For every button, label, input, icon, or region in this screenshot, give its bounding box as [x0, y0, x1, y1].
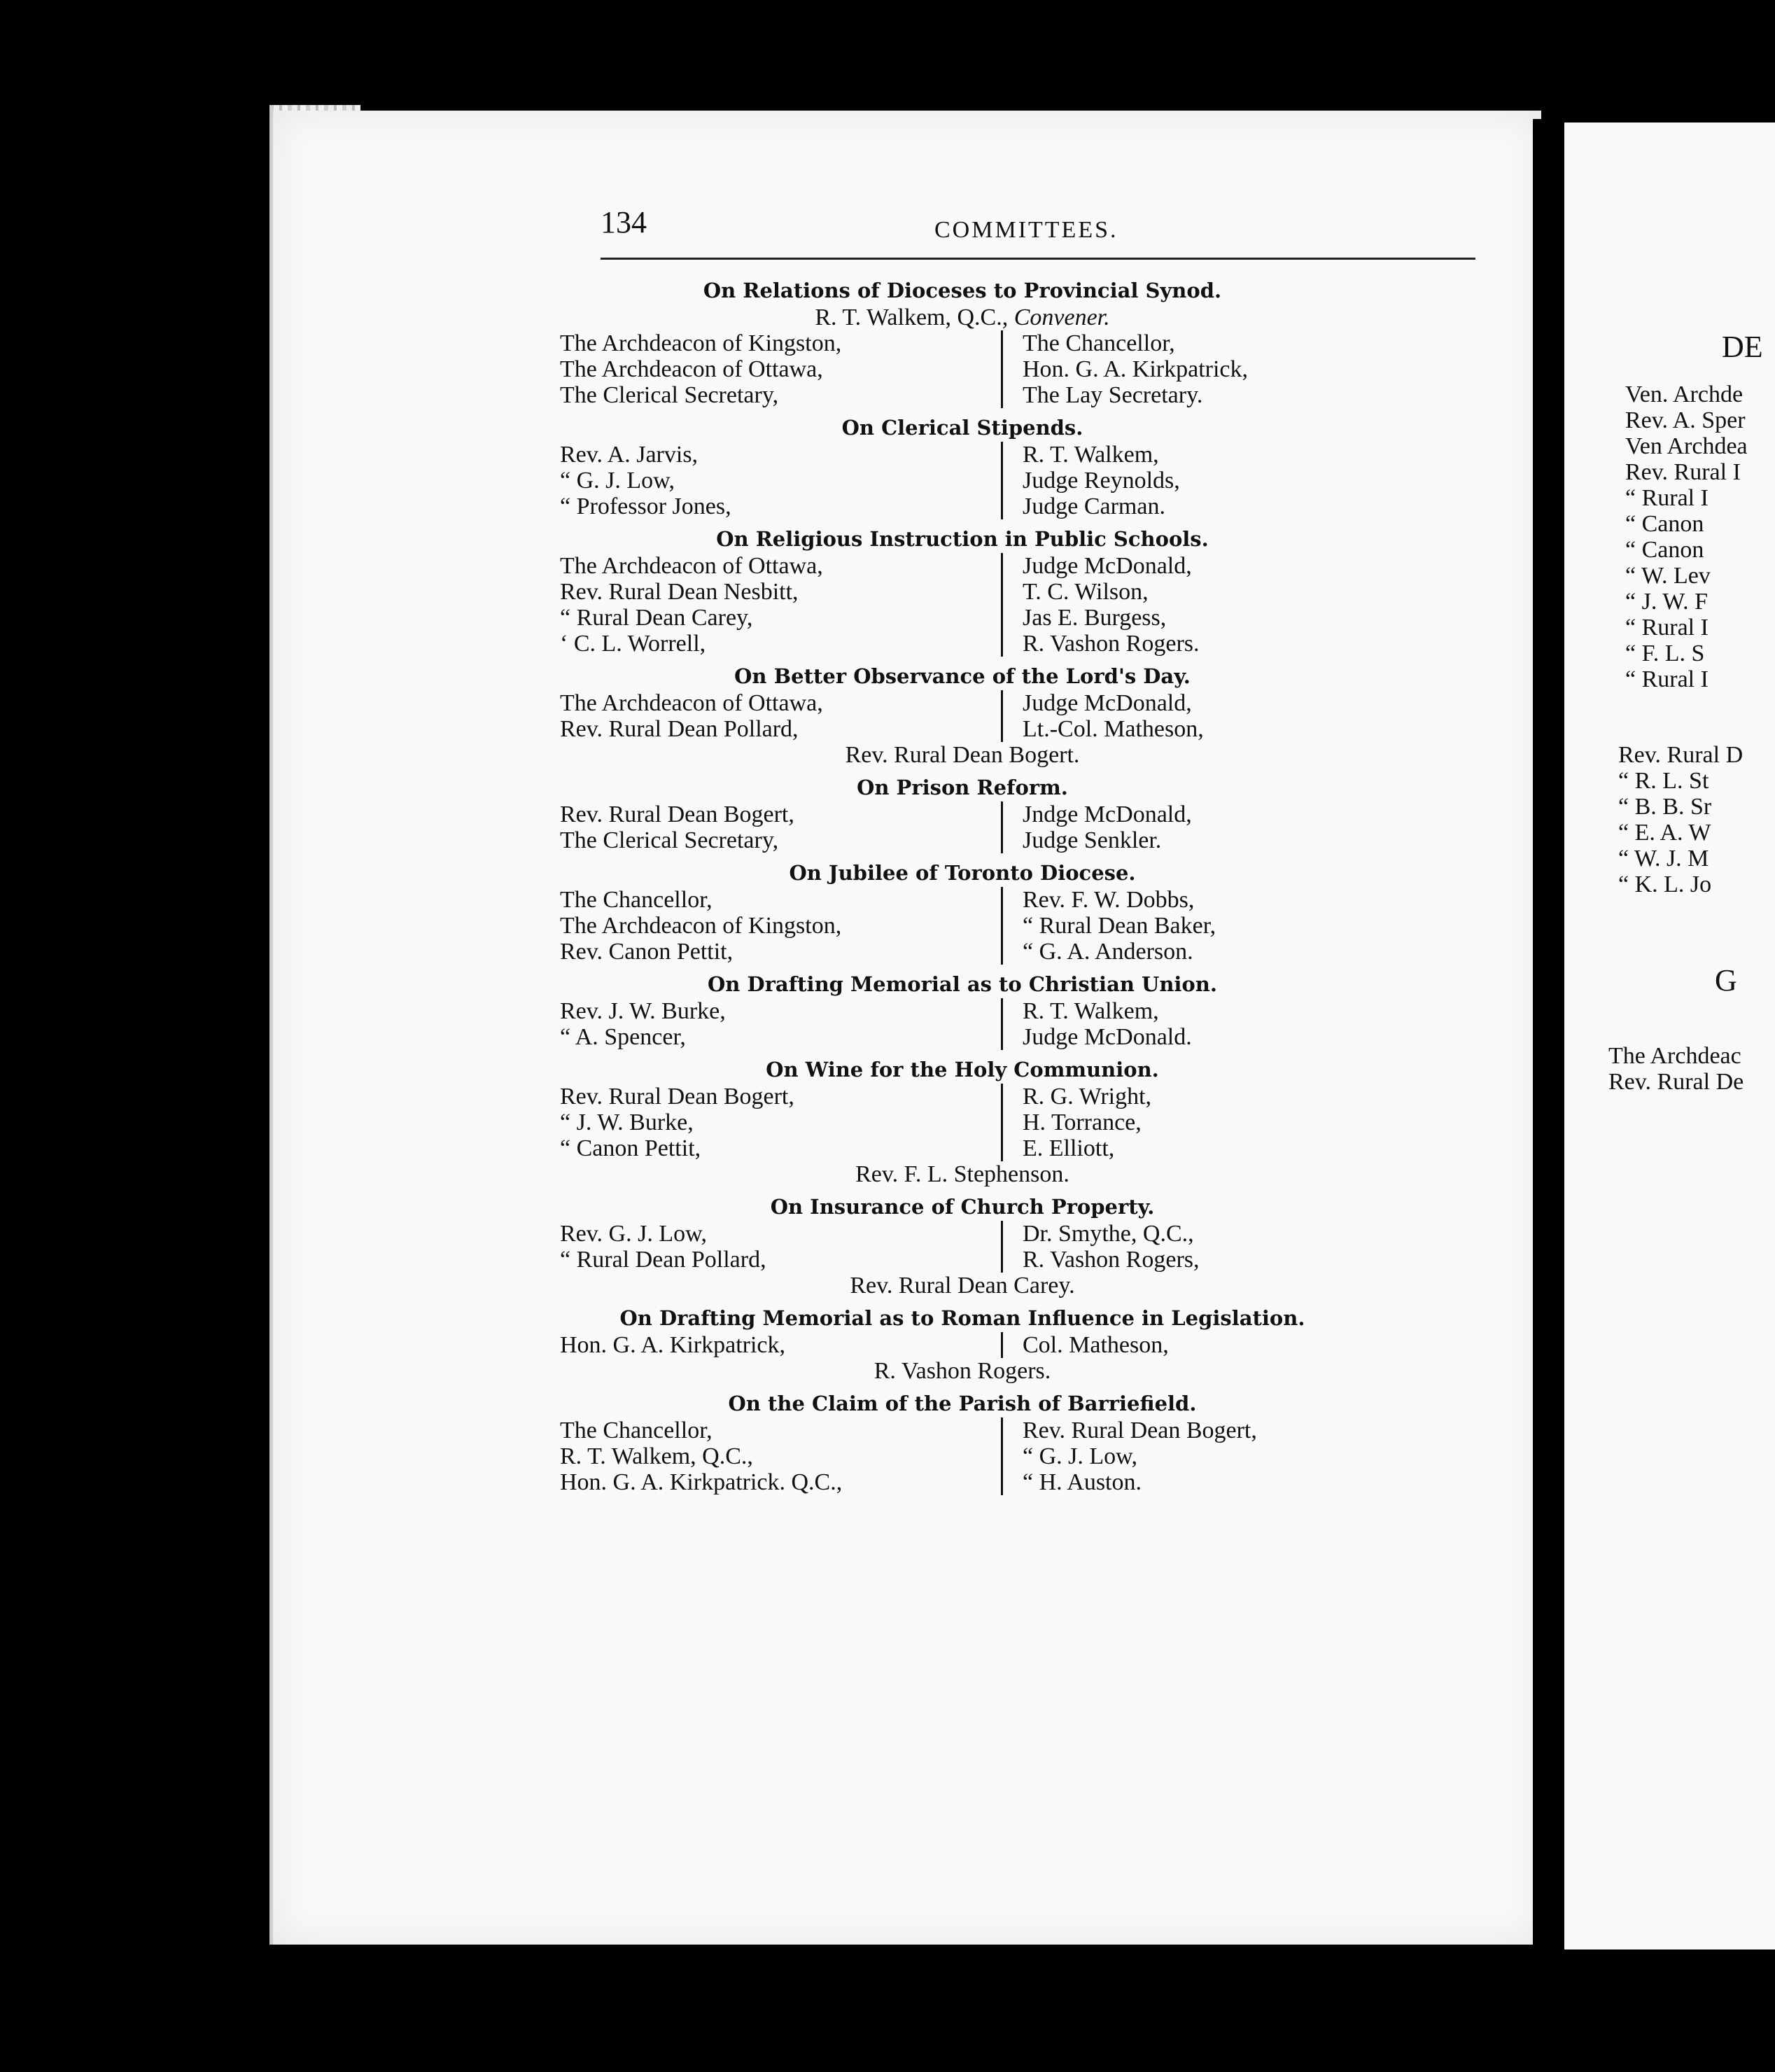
member-name: Jndge McDonald, [1023, 802, 1192, 827]
member-name: Hon. G. A. Kirkpatrick, [560, 1332, 786, 1358]
member-name: Jas E. Burgess, [1023, 605, 1167, 631]
member-name: Lt.-Col. Matheson, [1023, 716, 1204, 742]
member-name: “ Rural Dean Pollard, [560, 1247, 766, 1273]
member-columns [560, 330, 1365, 408]
member-name: E. Elliott, [1023, 1135, 1115, 1161]
facing-page-entry: Rev. Rural D [1618, 742, 1744, 768]
member-columns [560, 553, 1365, 657]
member-name: The Chancellor, [1023, 330, 1175, 356]
committee-title: On Religious Instruction in Public Schools. [716, 527, 1209, 551]
committee-title: On Clerical Stipends. [841, 416, 1083, 440]
facing-page-entry: Rev. Rural I [1625, 459, 1741, 485]
member-name: R. T. Walkem, [1023, 442, 1159, 468]
facing-page-entry: The Archdeac [1608, 1043, 1741, 1069]
members-right [1001, 802, 1192, 853]
member-name: Rev. Rural Dean Bogert, [560, 802, 794, 827]
facing-page-entry: “ R. L. St [1618, 768, 1709, 794]
member-columns [560, 442, 1365, 519]
member-name: Dr. Smythe, Q.C., [1023, 1221, 1194, 1247]
members-right [1001, 1084, 1151, 1161]
member-name: Rev. F. W. Dobbs, [1023, 887, 1195, 913]
members-left [560, 998, 1001, 1050]
member-name: The Archdeacon of Kingston, [560, 330, 842, 356]
facing-page-entry: Rev. Rural De [1608, 1069, 1744, 1095]
committee-title: On Better Observance of the Lord's Day. [734, 664, 1191, 688]
committee-title: On Insurance of Church Property. [770, 1195, 1155, 1219]
member-name-centered: Rev. Rural Dean Carey. [850, 1273, 1075, 1298]
committee-block [560, 1193, 1365, 1298]
member-name: Hon. G. A. Kirkpatrick, [1023, 356, 1249, 382]
facing-page-entry: “ K. L. Jo [1618, 872, 1712, 897]
facing-page-entry: “ B. B. Sr [1618, 794, 1712, 820]
member-name: The Archdeacon of Ottawa, [560, 690, 823, 716]
member-name-centered: R. Vashon Rogers. [874, 1358, 1051, 1384]
facing-page-entry: “ E. A. W [1618, 820, 1711, 846]
member-name: “ H. Auston. [1023, 1469, 1142, 1495]
members-right [1001, 690, 1204, 742]
member-name: “ Rural Dean Carey, [560, 605, 753, 631]
member-name: Judge McDonald, [1023, 553, 1192, 579]
member-name: “ Professor Jones, [560, 493, 731, 519]
member-name: The Archdeacon of Ottawa, [560, 356, 823, 382]
facing-page-list [1608, 1043, 1744, 1095]
member-name: H. Torrance, [1023, 1110, 1142, 1135]
members-right [1001, 887, 1216, 965]
facing-page-heading: G [1715, 963, 1737, 997]
committee-block [560, 276, 1365, 408]
member-name: Judge Carman. [1023, 493, 1165, 519]
committee-block [560, 970, 1365, 1050]
member-name: “ A. Spencer, [560, 1024, 686, 1050]
committee-title: On Drafting Memorial as to Roman Influence in Legislation. [619, 1306, 1305, 1330]
facing-page-entry: “ Canon [1625, 537, 1704, 563]
member-name: “ Canon Pettit, [560, 1135, 701, 1161]
member-name: The Clerical Secretary, [560, 382, 779, 408]
header-rule [601, 258, 1475, 260]
facing-page-entry: Ven Archdea [1625, 433, 1748, 459]
member-name: Hon. G. A. Kirkpatrick. Q.C., [560, 1469, 843, 1495]
member-name: “ G. J. Low, [560, 468, 675, 493]
facing-page-entry: “ Rural I [1625, 615, 1709, 640]
committee-block [560, 1304, 1365, 1384]
members-left [560, 1418, 1001, 1495]
member-name: ‘ C. L. Worrell, [560, 631, 706, 657]
members-left [560, 690, 1001, 742]
facing-page-entry: Rev. A. Sper [1625, 407, 1746, 433]
member-columns [560, 998, 1365, 1050]
member-name: The Clerical Secretary, [560, 827, 779, 853]
committee-block [560, 774, 1365, 853]
committee-list [560, 276, 1365, 1501]
member-name: R. T. Walkem, [1023, 998, 1159, 1024]
member-name: The Archdeacon of Ottawa, [560, 553, 823, 579]
member-name: T. C. Wilson, [1023, 579, 1149, 605]
convener-name: R. T. Walkem, Q.C., [815, 304, 1009, 330]
facing-page-entry: “ Canon [1625, 511, 1704, 537]
committee-title: On Jubilee of Toronto Diocese. [789, 861, 1136, 885]
members-right [1001, 1332, 1169, 1358]
member-name-centered: Rev. Rural Dean Bogert. [845, 742, 1080, 768]
members-right [1001, 1221, 1200, 1273]
member-name: Col. Matheson, [1023, 1332, 1169, 1358]
members-right [1001, 998, 1192, 1050]
member-name-centered: Rev. F. L. Stephenson. [855, 1161, 1069, 1187]
members-left [560, 887, 1001, 965]
member-name: The Chancellor, [560, 1418, 713, 1443]
member-name: Judge McDonald. [1023, 1024, 1192, 1050]
member-name: “ G. A. Anderson. [1023, 939, 1193, 965]
members-right [1001, 1418, 1257, 1495]
committee-convener [560, 304, 1365, 330]
committee-block [560, 1056, 1365, 1187]
committee-block [560, 414, 1365, 519]
committee-block [560, 525, 1365, 657]
member-name: Rev. Rural Dean Pollard, [560, 716, 799, 742]
facing-page-entry: “ W. Lev [1625, 563, 1711, 589]
committee-title: On Wine for the Holy Communion. [766, 1058, 1159, 1082]
members-left [560, 1332, 1001, 1358]
member-name: Rev. A. Jarvis, [560, 442, 699, 468]
facing-page-list [1625, 382, 1748, 692]
book-gutter [1533, 119, 1564, 1946]
member-name: Rev. Rural Dean Bogert, [560, 1084, 794, 1110]
members-right [1001, 553, 1200, 657]
facing-page-entry: “ F. L. S [1625, 640, 1705, 666]
member-name: The Archdeacon of Kingston, [560, 913, 842, 939]
facing-page-title: DE [1722, 330, 1763, 364]
committee-title: On the Claim of the Parish of Barriefield. [728, 1392, 1197, 1415]
member-name: Judge Senkler. [1023, 827, 1162, 853]
member-name: Rev. Rural Dean Bogert, [1023, 1418, 1257, 1443]
member-name: Rev. G. J. Low, [560, 1221, 707, 1247]
members-left [560, 553, 1001, 657]
facing-page-entry: “ J. W. F [1625, 589, 1709, 615]
committee-block [560, 662, 1365, 768]
member-columns [560, 1084, 1365, 1161]
member-name: R. Vashon Rogers. [1023, 631, 1200, 657]
member-name: “ Rural Dean Baker, [1023, 913, 1216, 939]
facing-page-entry: “ W. J. M [1618, 846, 1709, 872]
members-left [560, 330, 1001, 408]
member-columns [560, 1418, 1365, 1495]
member-columns [560, 802, 1365, 853]
facing-page-entry: “ Rural I [1625, 485, 1709, 511]
member-name: Rev. Rural Dean Nesbitt, [560, 579, 799, 605]
members-left [560, 1221, 1001, 1273]
member-name: The Chancellor, [560, 887, 713, 913]
committee-block [560, 859, 1365, 965]
facing-page-entry: Ven. Archde [1625, 382, 1744, 407]
page-number: 134 [601, 205, 647, 239]
member-name: R. Vashon Rogers, [1023, 1247, 1200, 1273]
committee-block [560, 1390, 1365, 1495]
member-columns [560, 690, 1365, 742]
member-name: Judge Reynolds, [1023, 468, 1180, 493]
member-columns [560, 887, 1365, 965]
facing-page-list [1618, 742, 1743, 897]
members-left [560, 442, 1001, 519]
facing-page-entry: “ Rural I [1625, 666, 1709, 692]
committee-title: On Drafting Memorial as to Christian Union. [708, 972, 1217, 996]
member-name: “ J. W. Burke, [560, 1110, 694, 1135]
members-left [560, 802, 1001, 853]
member-columns [560, 1221, 1365, 1273]
member-name: R. G. Wright, [1023, 1084, 1152, 1110]
committee-title: On Prison Reform. [857, 776, 1068, 799]
member-columns [560, 1332, 1365, 1358]
members-right [1001, 330, 1248, 408]
member-name: “ G. J. Low, [1023, 1443, 1137, 1469]
member-name: Rev. Canon Pettit, [560, 939, 734, 965]
committee-title: On Relations of Dioceses to Provincial Synod. [703, 279, 1222, 302]
members-right [1001, 442, 1180, 519]
member-name: R. T. Walkem, Q.C., [560, 1443, 753, 1469]
convener-role: Convener. [1013, 304, 1110, 330]
running-head: COMMITTEES. [934, 217, 1118, 243]
members-left [560, 1084, 1001, 1161]
member-name: Judge McDonald, [1023, 690, 1192, 716]
member-name: The Lay Secretary. [1023, 382, 1203, 408]
member-name: Rev. J. W. Burke, [560, 998, 726, 1024]
